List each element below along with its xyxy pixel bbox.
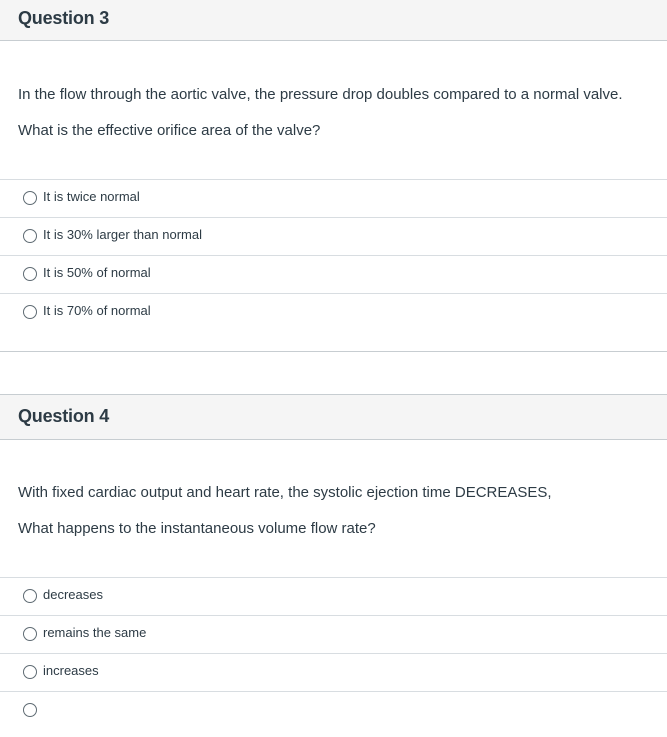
radio-button[interactable] <box>23 703 37 717</box>
radio-button[interactable] <box>23 267 37 281</box>
radio-button[interactable] <box>23 305 37 319</box>
answer-label[interactable]: It is twice normal <box>43 189 140 204</box>
answer-list <box>0 577 667 729</box>
answer-label[interactable]: remains the same <box>43 625 147 640</box>
question-title: Question 3 <box>18 8 110 28</box>
answer-label[interactable]: increases <box>43 663 99 678</box>
answer-list <box>0 179 667 331</box>
radio-button[interactable] <box>23 191 37 205</box>
question-text-line-2: What happens to the instantaneous volume flow rate? <box>18 520 376 537</box>
question-4 <box>0 394 667 678</box>
question-title: Question 4 <box>18 406 110 426</box>
question-3 <box>0 0 667 318</box>
answer-label[interactable]: It is 30% larger than normal <box>43 227 202 242</box>
question-text-line-1: With fixed cardiac output and heart rate, the systolic ejection time DECREASES, <box>18 484 552 501</box>
answer-label[interactable]: decreases <box>43 587 103 602</box>
answer-label[interactable]: It is 70% of normal <box>43 303 151 318</box>
question-text-line-2: What is the effective orifice area of the valve? <box>18 122 321 139</box>
answer-option[interactable] <box>0 691 667 729</box>
answer-option[interactable] <box>0 653 667 691</box>
answer-option[interactable] <box>0 577 667 615</box>
answer-option[interactable] <box>0 179 667 217</box>
question-text-line-1: In the flow through the aortic valve, the pressure drop doubles compared to a normal valve. <box>18 86 623 103</box>
radio-button[interactable] <box>23 589 37 603</box>
answer-option[interactable] <box>0 217 667 255</box>
question-divider <box>0 351 667 352</box>
radio-button[interactable] <box>23 627 37 641</box>
answer-option[interactable] <box>0 255 667 293</box>
question-header <box>0 0 667 41</box>
answer-option[interactable] <box>0 293 667 331</box>
question-header <box>0 394 667 440</box>
radio-button[interactable] <box>23 665 37 679</box>
radio-button[interactable] <box>23 229 37 243</box>
answer-label[interactable]: It is 50% of normal <box>43 265 151 280</box>
answer-option[interactable] <box>0 615 667 653</box>
